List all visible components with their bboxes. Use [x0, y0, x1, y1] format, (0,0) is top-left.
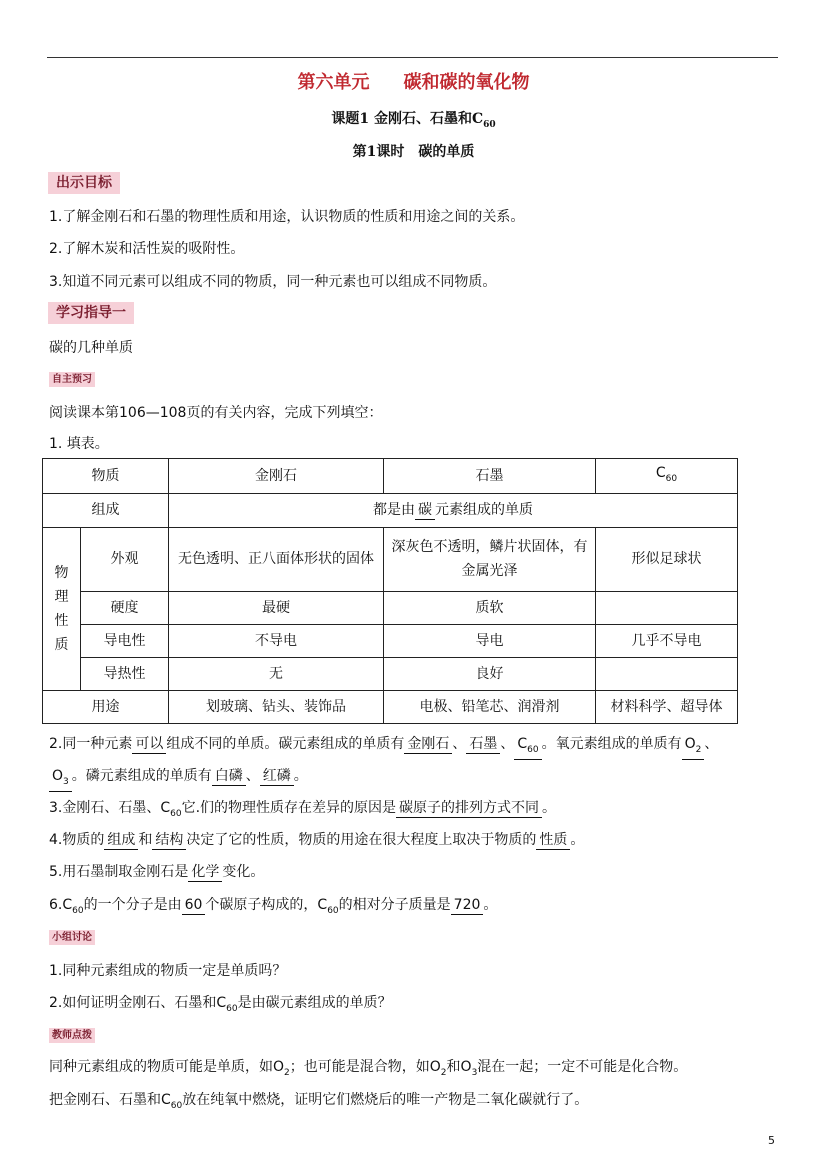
thermal-label: 导热性	[81, 657, 169, 690]
q4-text: 决定了它的性质，物质的用途在很大程度上取决于物质的	[186, 832, 537, 848]
q5-blank: 化学	[188, 864, 222, 882]
q3-subscript: 60	[170, 808, 182, 819]
q4-blank-structure: 结构	[152, 832, 186, 850]
q2-text: 。磷元素组成的单质有	[71, 768, 212, 784]
q2-blank-o2	[682, 736, 705, 760]
q2-o3-subscript: 3	[63, 776, 69, 787]
goal-3: 3.知道不同元素可以组成不同的物质，同一种元素也可以组成不同物质。	[49, 274, 497, 290]
hardness-c60	[596, 591, 738, 624]
table-row	[43, 657, 738, 690]
q2-o2-letter: O	[684, 736, 696, 752]
q6-text: 的一个分子是由	[83, 897, 182, 913]
header-diamond: 金刚石	[169, 459, 384, 494]
q2-separator: 、	[704, 736, 719, 752]
period-title	[0, 141, 827, 161]
table-row	[43, 493, 738, 527]
point1-text: 和O	[446, 1059, 472, 1075]
conductivity-graphite: 导电	[384, 624, 596, 657]
q2-blank-diamond: 金刚石	[404, 736, 452, 754]
goals-tag: 出示目标	[48, 172, 120, 194]
appearance-diamond: 无色透明、正八面体形状的固体	[169, 527, 384, 591]
q2-separator: 、	[500, 736, 515, 752]
q4-text: 和	[138, 832, 153, 848]
period-number: 第1课时	[352, 144, 405, 160]
table-row	[43, 690, 738, 723]
question-6	[49, 894, 497, 916]
header-c60	[596, 459, 738, 494]
table-row	[43, 624, 738, 657]
carbon-table	[42, 458, 738, 724]
unit-number: 第六单元	[297, 72, 370, 93]
c60-subscript: 60	[665, 473, 678, 484]
composition-blank: 碳	[415, 502, 435, 520]
hardness-label: 硬度	[81, 591, 169, 624]
point1-text: ；也可能是混合物，如O	[289, 1059, 441, 1075]
question-3	[49, 797, 556, 819]
unit-title	[0, 68, 827, 94]
q2-c60-letter: C	[517, 736, 528, 752]
q2-blank-o3	[49, 768, 72, 792]
preview-tag: 自主预习	[49, 372, 95, 387]
thermal-diamond: 无	[169, 657, 384, 690]
discussion-2-text: 2.如何证明金刚石、石墨和C	[49, 995, 227, 1011]
guide-topic: 碳的几种单质	[49, 340, 133, 356]
q2-end: 。	[293, 768, 308, 784]
conductivity-c60: 几乎不导电	[596, 624, 738, 657]
point2-text: 放在纯氧中燃烧，证明它们燃烧后的唯一产物是二氧化碳就行了。	[182, 1092, 589, 1108]
point1-text: 同种元素组成的物质可能是单质，如O	[49, 1059, 285, 1075]
phys-char: 性	[54, 612, 69, 629]
phys-char: 质	[54, 636, 69, 653]
use-diamond: 划玻璃、钻头、装饰品	[169, 690, 384, 723]
preview-intro: 阅读课本第106—108页的有关内容，完成下列填空：	[49, 405, 383, 421]
fill-table-label: 1. 填表。	[49, 436, 109, 452]
q6-end: 。	[483, 897, 498, 913]
q5-text: 变化。	[222, 864, 265, 880]
composition-cell	[169, 493, 738, 527]
teacher-notes-tag: 教师点拨	[49, 1028, 95, 1043]
lesson-subscript: 60	[483, 119, 496, 130]
lesson-text: 课题1 金刚石、石墨和C	[331, 111, 484, 127]
conductivity-label: 导电性	[81, 624, 169, 657]
use-label: 用途	[43, 690, 169, 723]
q3-text: 它.们的物理性质存在差异的原因是	[181, 800, 397, 816]
q4-blank-property: 性质	[536, 832, 570, 850]
composition-pre: 都是由	[373, 502, 415, 519]
phys-char: 理	[54, 588, 69, 605]
q2-text: 。氧元素组成的单质有	[541, 736, 682, 752]
q6-subscript: 60	[327, 905, 339, 916]
discussion-2-subscript: 60	[226, 1003, 238, 1014]
question-2-line-2	[49, 765, 308, 792]
q6-text: 的相对分子质量是	[338, 897, 451, 913]
thermal-graphite: 良好	[384, 657, 596, 690]
table-row	[43, 591, 738, 624]
use-c60: 材料科学、超导体	[596, 690, 738, 723]
period-name: 碳的单质	[418, 144, 475, 160]
q2-text: 组成不同的单质。碳元素组成的单质有	[166, 736, 405, 752]
question-5	[49, 861, 264, 882]
point2-text: 把金刚石、石墨和C	[49, 1092, 171, 1108]
phys-char: 物	[54, 564, 69, 581]
q3-blank: 碳原子的排列方式不同	[396, 800, 542, 818]
point1-subscript: 2	[284, 1067, 290, 1078]
q2-separator: 、	[245, 768, 260, 784]
goal-1: 1.了解金刚石和石墨的物理性质和用途，认识物质的性质和用途之间的关系。	[49, 209, 525, 225]
goal-2: 2.了解木炭和活性炭的吸附性。	[49, 241, 245, 257]
thermal-c60	[596, 657, 738, 690]
group-discussion-tag: 小组讨论	[49, 930, 95, 945]
q3-text: 3.金刚石、石墨、C	[49, 800, 171, 816]
lesson-title	[0, 108, 827, 130]
discussion-2-text: 是由碳元素组成的单质？	[237, 995, 392, 1011]
q2-o3-letter: O	[52, 768, 64, 784]
header-graphite: 石墨	[384, 459, 596, 494]
header-rule	[47, 57, 778, 58]
q2-blank-c60	[514, 736, 541, 760]
appearance-graphite: 深灰色不透明，鳞片状固体，有金属光泽	[384, 527, 596, 591]
q5-text: 5.用石墨制取金刚石是	[49, 864, 189, 880]
discussion-2	[49, 992, 392, 1014]
composition-label: 组成	[43, 493, 169, 527]
point1-subscript: 2	[440, 1067, 447, 1078]
point1-subscript: 3	[471, 1067, 478, 1078]
header-substance: 物质	[43, 459, 169, 494]
q2-separator: 、	[452, 736, 467, 752]
table-row	[43, 459, 738, 494]
hardness-diamond: 最硬	[169, 591, 384, 624]
q4-end: 。	[570, 832, 585, 848]
q6-blank-atoms: 60	[182, 897, 206, 915]
table-row	[43, 527, 738, 591]
q2-blank-white-phosphorus: 白磷	[212, 768, 246, 786]
question-4	[49, 829, 584, 850]
conductivity-diamond: 不导电	[169, 624, 384, 657]
discussion-1: 1.同种元素组成的物质一定是单质吗？	[49, 963, 287, 979]
physical-properties-label	[43, 527, 81, 690]
q6-text: 个碳原子构成的，C	[205, 897, 328, 913]
q2-c60-subscript: 60	[527, 744, 539, 755]
appearance-label: 外观	[81, 527, 169, 591]
guide-tag: 学习指导一	[48, 302, 134, 324]
composition-post: 元素组成的单质	[435, 502, 533, 519]
unit-name: 碳和碳的氧化物	[403, 72, 530, 93]
q6-subscript: 60	[72, 905, 84, 916]
q3-end: 。	[542, 800, 557, 816]
question-2-line-1	[49, 733, 718, 760]
q2-o2-subscript: 2	[695, 744, 702, 755]
hardness-graphite: 质软	[384, 591, 596, 624]
use-graphite: 电极、铅笔芯、润滑剂	[384, 690, 596, 723]
q4-blank-composition: 组成	[104, 832, 138, 850]
q2-blank-graphite: 石墨	[466, 736, 500, 754]
q2-blank-can: 可以	[132, 736, 166, 754]
appearance-c60: 形似足球状	[596, 527, 738, 591]
q2-blank-red-phosphorus: 红磷	[260, 768, 294, 786]
point2-subscript: 60	[170, 1100, 183, 1111]
q6-blank-mass: 720	[451, 897, 484, 915]
page-number: 5	[768, 1134, 775, 1147]
c60-letter: C	[655, 465, 666, 481]
teacher-point-1	[49, 1056, 687, 1078]
q2-text: 2.同一种元素	[49, 736, 133, 752]
teacher-point-2	[49, 1089, 588, 1111]
q6-text: 6.C	[49, 897, 73, 913]
point1-text: 混在一起；一定不可能是化合物。	[477, 1059, 688, 1075]
q4-text: 4.物质的	[49, 832, 105, 848]
